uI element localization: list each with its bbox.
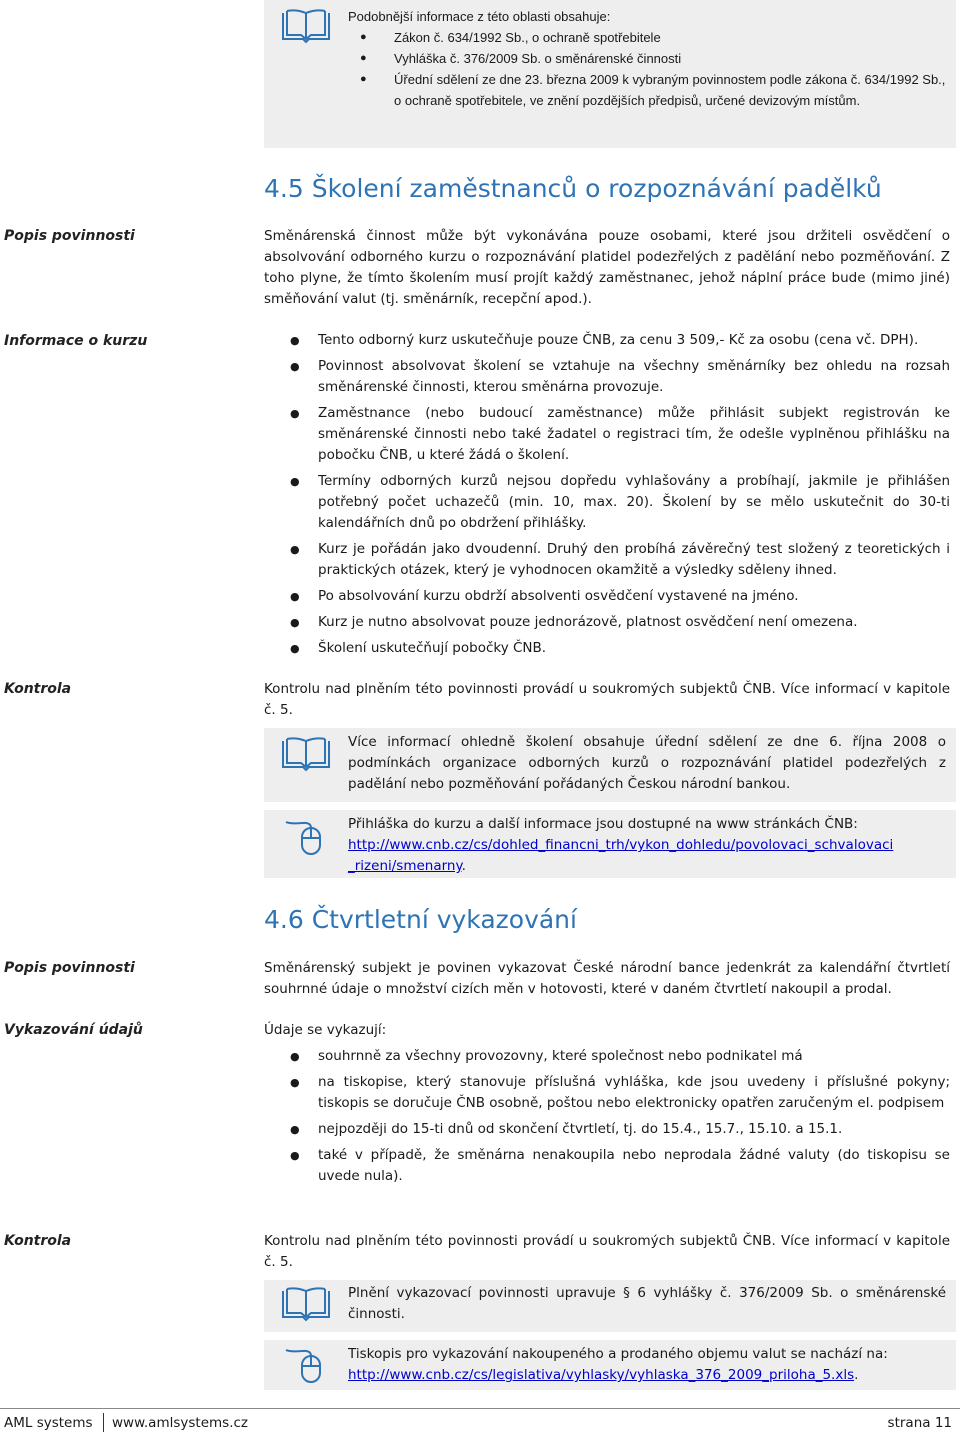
list-item: ● Tento odborný kurz uskutečňuje pouze ČNB, za cenu 3 509,- Kč za osobu (cena vč. DPH). [264,330,950,351]
label-popis-povinnosti: Popis povinnosti [4,960,135,976]
cnb-form-link[interactable]: http://www.cnb.cz/cs/legislativa/vyhlasky/vyhlaska_376_2009_priloha_5.xls [348,1367,855,1383]
box-text: Více informací ohledně školení obsahuje úřední sdělení ze dne 6. října 2008 o podmínkách organizace odborných kurzů o rozpoznávání platidel podezřelých z padělání nebo pozměňování pořádaných Českou národní bankou. [348,734,946,792]
list-item: ● Kurz je nutno absolvovat pouze jednorázově, platnost osvědčení není omezena. [264,612,950,633]
list-item: ● Zákon č. 634/1992 Sb., o ochraně spotřebitele [348,27,946,48]
box-text: Plnění vykazovací povinnosti upravuje § 6 vyhlášky č. 376/2009 Sb. o směnárenské činnosti. [348,1285,946,1322]
list-item: ● Po absolvování kurzu obdrží absolventi osvědčení vystavené na jméno. [264,586,950,607]
list-item: ● Vyhláška č. 376/2009 Sb. o směnárenské činnosti [348,48,946,69]
open-book-icon [280,1286,332,1326]
course-info-list [264,330,950,664]
list-item: ● Povinnost absolvovat školení se vztahuje na všechny směnárníky bez ohledu na rozsah směnárenské činnosti, kterou směnárna provozuje. [264,356,950,398]
vykazovani-intro: Údaje se vykazují: [264,1022,387,1038]
info-box-form-link [264,1340,956,1390]
mouse-icon [280,1348,332,1388]
footer-website: www.amlsystems.cz [112,1415,248,1431]
list-item: ● souhrnně za všechny provozovny, které společnost nebo podnikatel má [264,1046,950,1067]
popis-povinnosti-text: Směnárenský subjekt je povinen vykazovat České národní bance jedenkrát za kalendářní čtvrtletí souhrnné údaje o množství cizích měn v hotovosti, které v daném čtvrtletí nakoupil a prodal. [264,960,950,997]
info-box-regulation [264,1280,956,1332]
list-item: ● Úřední sdělení ze dne 23. března 2009 k vybraným povinnostem podle zákona č. 634/1992 Sb., o ochraně spotřebitele, ve znění pozdějších předpisů, určené devizovým místům. [348,69,946,111]
list-item: ● nejpozději do 15-ti dnů od skončení čtvrtletí, tj. do 15.4., 15.7., 15.10. a 15.1. [264,1119,950,1140]
section-heading-4-5: 4.5 Školení zaměstnanců o rozpoznávání padělků [264,174,882,203]
reporting-list [264,1046,950,1192]
list-item: ● Termíny odborných kurzů nejsou dopředu vyhlašovány a probíhají, jakmile je přihlášen potřebný počet uchazečů (min. 10, max. 20). Školení by se mělo uskutečnit do 30-ti kalendářních dnů po obdržení přihlášky. [264,471,950,534]
label-kontrola: Kontrola [4,681,72,697]
list-item: ● na tiskopise, který stanovuje příslušná vyhláška, kde jsou uvedeny i příslušné pokyny; tiskopis se doručuje ČNB osobně, poštou nebo elektronicky opatřen zaručeným el. podpisem [264,1072,950,1114]
kontrola-text: Kontrolu nad plněním této povinnosti provádí u soukromých subjektů ČNB. Více informací v kapitole č. 5. [264,681,950,718]
info-box-related-legislation [264,0,956,148]
label-kontrola: Kontrola [4,1233,72,1249]
kontrola-text: Kontrolu nad plněním této povinnosti provádí u soukromých subjektů ČNB. Více informací v kapitole č. 5. [264,1233,950,1270]
footer-company: AML systems [4,1415,93,1431]
open-book-icon [280,8,332,48]
list-item: ● Kurz je pořádán jako dvoudenní. Druhý den probíhá závěrečný test složený z teoretických i praktických otázek, který je vyhodnocen okamžitě a výsledky sděleny ihned. [264,539,950,581]
info-box-training-notice [264,728,956,802]
section-heading-4-6: 4.6 Čtvrtletní vykazování [264,905,577,934]
cnb-registration-link[interactable]: http://www.cnb.cz/cs/dohled_financni_trh/vykon_dohledu/povolovaci_schvalovaci [348,837,894,853]
box-text: Přihláška do kurzu a další informace jsou dostupné na www stránkách ČNB: [348,816,858,832]
info-box-registration-link [264,810,956,878]
footer-separator [103,1413,104,1432]
popis-povinnosti-text: Směnárenská činnost může být vykonávána pouze osobami, které jsou držiteli osvědčení o absolvování odborného kurzu o rozpoznávání platidel podezřelých z padělání nebo pozměňování. Z toho plyne, že tímto školením musí projít každý zaměstnanec, jehož náplní práce bude (mimo jiné) směňování valut (tj. směnárník, recepční apod.). [264,228,950,307]
cnb-registration-link-cont[interactable]: _rizeni/smenarny [348,858,462,874]
list-item: ● také v případě, že směnárna nenakoupila nebo neprodala žádné valuty (do tiskopisu se uvede nula). [264,1145,950,1187]
footer-divider [0,1408,960,1409]
link-period: . [854,1367,859,1383]
mouse-icon [280,820,332,860]
list-item: ● Školení uskutečňují pobočky ČNB. [264,638,950,659]
box-text: Tiskopis pro vykazování nakoupeného a prodaného objemu valut se nachází na: [348,1346,888,1362]
box-title: Podobnější informace z této oblasti obsahuje: [348,9,611,24]
footer-page-number: strana 11 [887,1415,952,1431]
open-book-icon [280,736,332,776]
label-popis-povinnosti: Popis povinnosti [4,228,135,244]
link-period: . [461,858,466,874]
label-informace-o-kurzu: Informace o kurzu [4,333,148,349]
list-item: ● Zaměstnance (nebo budoucí zaměstnance) může přihlásit subjekt registrován ke směnárenské činnosti nebo také žadatel o registraci tím, že odešle vyplněnou přihlášku na pobočku ČNB, u které žádá o školení. [264,403,950,466]
label-vykazovani-udaju: Vykazování údajů [4,1022,143,1038]
